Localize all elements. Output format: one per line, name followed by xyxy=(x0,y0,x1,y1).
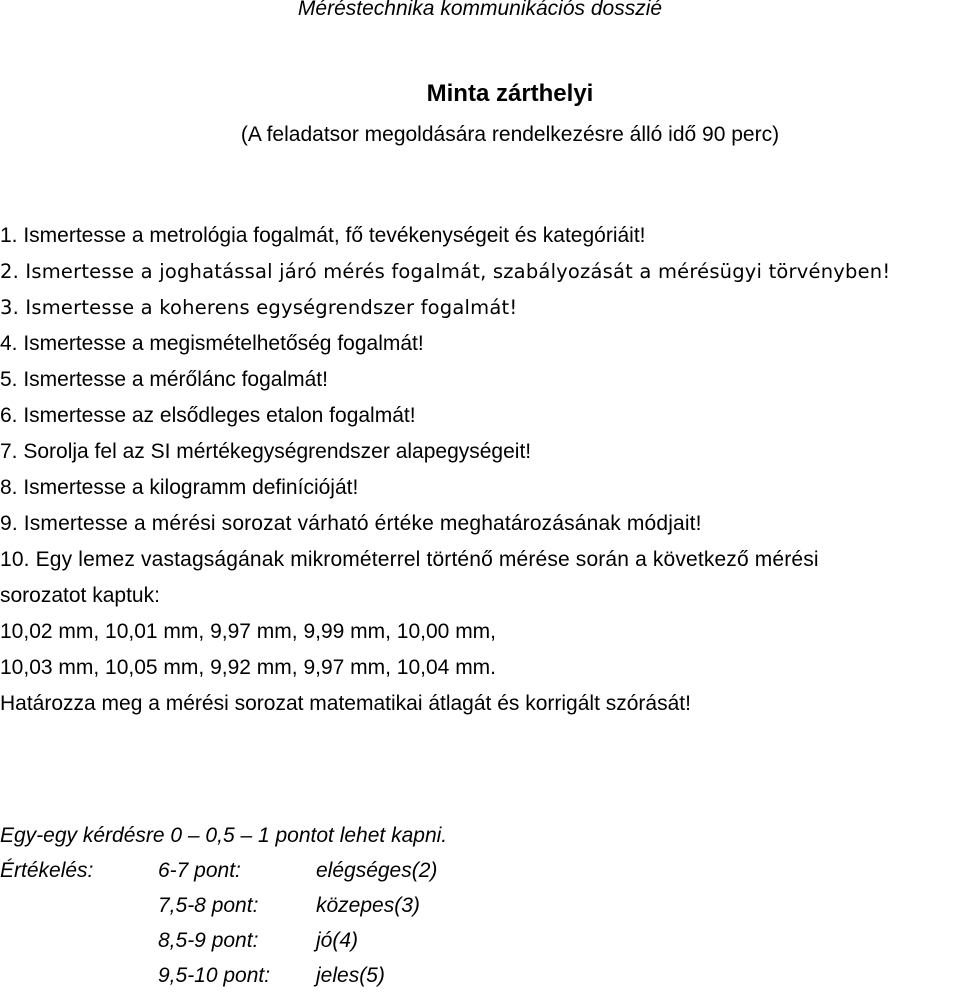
document-header: Méréstechnika kommunikációs dosszié xyxy=(297,0,663,20)
question-item: 8. Ismertesse a kilogramm definícióját! xyxy=(0,476,359,499)
measurement-series-line-2: 10,03 mm, 10,05 mm, 9,92 mm, 9,97 mm, 10,04 mm. xyxy=(0,656,497,679)
question-10-line-2: sorozatot kaptuk: xyxy=(0,584,160,607)
grading-grade: elégséges(2) xyxy=(316,859,438,882)
question-10-task: Határozza meg a mérési sorozat matematikai átlagát és korrigált szórását! xyxy=(0,692,691,715)
grading-label: Értékelés: xyxy=(0,859,94,882)
grading-row xyxy=(0,853,958,888)
grading-range: 7,5-8 pont: xyxy=(158,894,259,917)
grading-row xyxy=(0,923,958,958)
question-item: 2. Ismertesse a joghatással járó mérés fogalmát, szabályozását a mérésügyi törvényben! xyxy=(0,260,891,283)
grading-grade: közepes(3) xyxy=(316,894,420,917)
question-10-line-1: 10. Egy lemez vastagságának mikrométerrel történő mérése során a következő mérési xyxy=(0,548,819,571)
measurement-series-line-1: 10,02 mm, 10,01 mm, 9,97 mm, 9,99 mm, 10,00 mm, xyxy=(0,620,497,643)
question-item: 7. Sorolja fel az SI mértékegységrendszer alapegységeit! xyxy=(0,440,532,463)
grading-range: 9,5-10 pont: xyxy=(158,964,271,987)
question-item: 3. Ismertesse a koherens egységrendszer fogalmát! xyxy=(0,296,518,319)
grading-row xyxy=(0,958,958,993)
question-item: 5. Ismertesse a mérőlánc fogalmát! xyxy=(0,368,328,391)
grading-row xyxy=(0,888,958,923)
question-item: 9. Ismertesse a mérési sorozat várható értéke meghatározásának módjait! xyxy=(0,512,702,535)
grading-grade: jó(4) xyxy=(316,929,359,952)
question-item: 6. Ismertesse az elsődleges etalon fogalmát! xyxy=(0,404,416,427)
grading-range: 6-7 pont: xyxy=(158,859,241,882)
document-subtitle: (A feladatsor megoldására rendelkezésre álló idő 90 perc) xyxy=(240,123,780,146)
scoring-section xyxy=(0,818,958,993)
grading-range: 8,5-9 pont: xyxy=(158,929,259,952)
question-item: 1. Ismertesse a metrológia fogalmát, fő tevékenységeit és kategóriáit! xyxy=(0,224,646,247)
grading-grade: jeles(5) xyxy=(316,964,385,987)
points-note: Egy-egy kérdésre 0 – 0,5 – 1 pontot lehet kapni. xyxy=(0,824,448,847)
question-list xyxy=(0,218,958,722)
document-title: Minta zárthelyi xyxy=(426,80,594,107)
question-item: 4. Ismertesse a megismételhetőség fogalmát! xyxy=(0,332,424,355)
